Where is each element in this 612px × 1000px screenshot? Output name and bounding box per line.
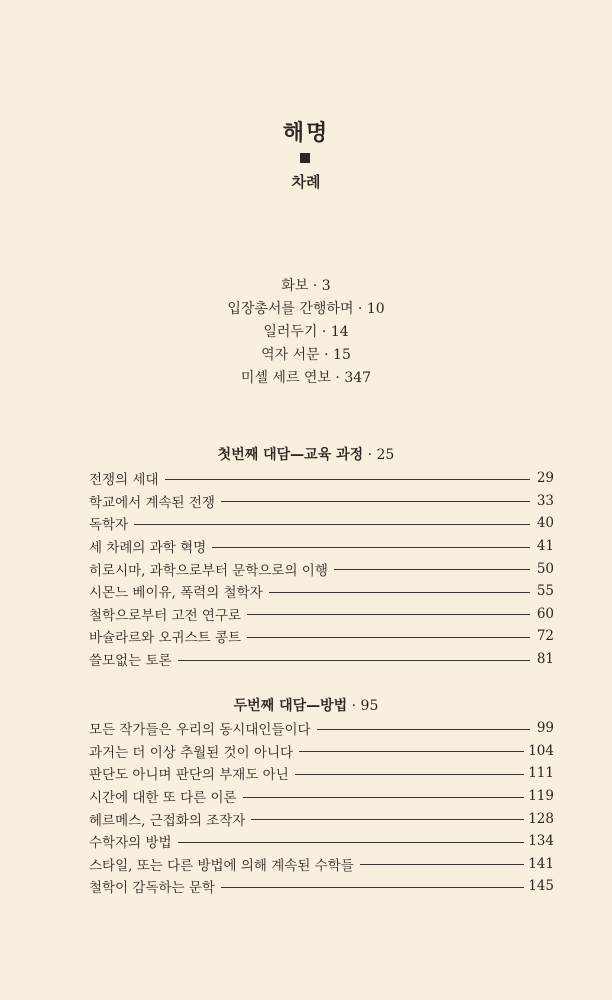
front-matter-item: 입장총서를 간행하며 · 10 [227,301,385,317]
toc-section-1 [89,467,554,670]
front-matter-item: 일러두기 · 14 [263,324,349,340]
section-title: 첫번째 대담—교육 과정 [217,447,364,463]
toc-entry: 전쟁의 세대 29 [89,470,554,489]
front-matter-item: 역자 서문 · 15 [261,347,351,363]
toc-entry: 헤르메스, 근접화의 조작자 128 [89,810,554,829]
toc-entry: 모든 작가들은 우리의 동시대인들이다 99 [89,720,554,739]
toc-entry: 시간에 대한 또 다른 이론 119 [89,788,554,807]
section-page: 25 [376,447,395,463]
toc-entry: 세 차례의 과학 혁명 41 [89,538,554,557]
toc-entry: 시몬느 베이유, 폭력의 철학자 55 [89,583,554,602]
page-title: 해명 [282,120,330,146]
section-heading-2: 두번째 대담—방법 · 95 [233,698,379,714]
toc-entry: 히로시마, 과학으로부터 문학으로의 이행 50 [89,560,554,579]
toc-section-2 [89,717,554,898]
toc-entry: 과거는 더 이상 추월된 것이 아니다 104 [89,742,554,761]
toc-entry: 학교에서 계속된 전쟁 33 [89,492,554,511]
section-page: 95 [360,698,379,714]
section-heading-1: 첫번째 대담—교육 과정 · 25 [217,447,395,463]
square-bullet-icon [300,153,310,163]
toc-entry: 철학으로부터 고전 연구로 60 [89,605,554,624]
toc-entry: 철학이 감독하는 문학 145 [89,878,554,897]
front-matter-item: 화보 · 3 [281,278,331,294]
toc-entry: 수학자의 방법 134 [89,833,554,852]
front-matter-list [0,275,612,390]
toc-entry: 스타일, 또는 다른 방법에 의해 계속된 수학들 141 [89,855,554,874]
section-title: 두번째 대담—방법 [233,698,348,714]
front-matter-item: 미셸 세르 연보 · 347 [240,370,372,386]
page-subtitle: 차례 [291,173,321,191]
toc-entry: 독학자 40 [89,515,554,534]
toc-entry: 판단도 아니며 판단의 부재도 아닌 111 [89,765,554,784]
toc-entry: 바슐라르와 오귀스트 콩트 72 [89,628,554,647]
toc-entry: 쓸모없는 토론 81 [89,651,554,670]
